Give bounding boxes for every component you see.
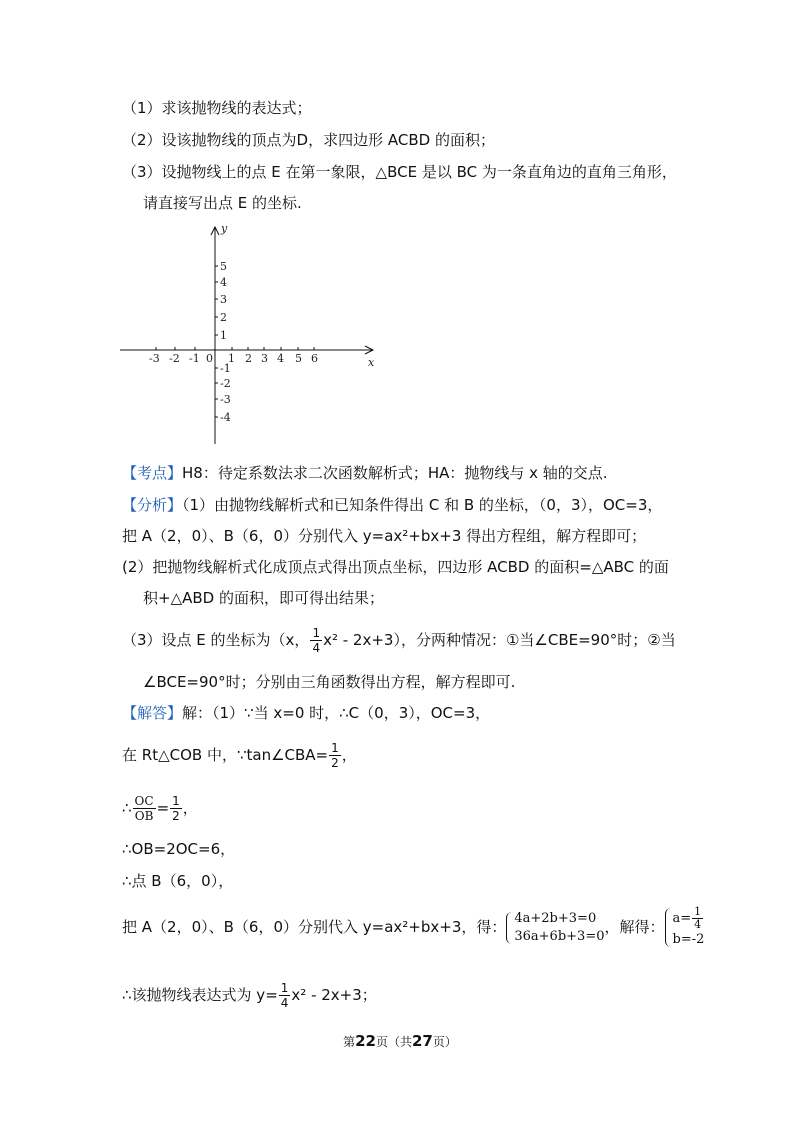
x-tick-label: -1	[189, 352, 200, 365]
equation-2: 36a+6b+3=0	[514, 928, 605, 944]
jieda-line2-b: ，	[341, 746, 357, 764]
jieda-line6-a: 把 A（2，0）、B（6，0）分别代入 y=ax²+bx+3，得：	[122, 918, 507, 936]
therefore-symbol: ∴	[122, 799, 132, 817]
x-tick-label: 3	[261, 352, 268, 365]
denominator: 4	[280, 996, 289, 1010]
x-tick-label: -2	[169, 352, 180, 365]
solution-system	[665, 906, 705, 949]
fenxi-text-1: （1）由抛物线解析式和已知条件得出 C 和 B 的坐标，（0，3），OC=3，	[182, 496, 663, 514]
kaodian-tag: 【考点】	[122, 464, 183, 482]
equals-sign: =	[156, 799, 170, 817]
fenxi-line3: (2）把抛物线解析式化成顶点式得出顶点坐标，四边形 ACBD 的面积=△ABC 的面	[122, 558, 669, 576]
fenxi-line6: ∠BCE=90°时；分别由三角函数得出方程，解方程即可.	[143, 673, 516, 691]
jieda-line7-a: ∴该抛物线表达式为 y=	[122, 986, 278, 1004]
jieda-line4: ∴OB=2OC=6，	[122, 840, 236, 858]
jieda-line1	[122, 703, 490, 723]
y-tick-label: -1	[220, 362, 231, 375]
kaodian-line	[122, 463, 608, 483]
denominator: OB	[134, 809, 154, 823]
solution-b: b=-2	[672, 932, 705, 947]
y-tick-label: -2	[220, 377, 231, 390]
fraction	[692, 906, 703, 931]
x-tick-label: 1	[228, 352, 235, 365]
footer-prefix: 第	[343, 1035, 356, 1049]
x-axis-label: x	[368, 356, 375, 369]
origin-label: 0	[206, 352, 213, 365]
y-tick-label: 4	[220, 276, 227, 289]
numerator: OC	[134, 794, 154, 808]
y-tick-label: -4	[220, 411, 231, 424]
page-footer	[0, 1032, 800, 1050]
question-3-line1: （3）设抛物线上的点 E 在第一象限，△BCE 是以 BC 为一条直角边的直角三角形，	[122, 163, 677, 181]
fenxi-tag: 【分析】	[122, 496, 183, 514]
solution-a-label: a=	[672, 911, 692, 926]
jieda-line3-b: ，	[182, 799, 198, 817]
y-tick-label: 2	[220, 311, 227, 324]
fenxi-line5	[122, 625, 676, 655]
numerator: 1	[280, 981, 289, 995]
fraction	[279, 981, 291, 1010]
x-tick-label: 2	[245, 352, 252, 365]
jieda-line7	[122, 980, 377, 1010]
footer-mid: 页（共	[375, 1035, 412, 1049]
jieda-line5: ∴点 B（6，0），	[122, 872, 234, 890]
x-tick-label: 4	[277, 352, 284, 365]
jieda-line6-b: ，解得：	[604, 918, 665, 936]
jieda-line3	[122, 793, 198, 823]
fenxi-line5-a: （3）设点 E 的坐标为（x，	[122, 631, 310, 649]
fenxi-line2: 把 A（2，0）、B（6，0）分别代入 y=ax²+bx+3 得出方程组，解方程即可；	[122, 527, 647, 545]
coordinate-graph	[115, 222, 385, 452]
denominator: 2	[172, 809, 180, 823]
y-axis-label: y	[221, 222, 228, 235]
fraction	[133, 794, 156, 823]
question-2: （2）设该抛物线的顶点为D，求四边形 ACBD 的面积；	[122, 131, 495, 149]
question-3-line2: 请直接写出点 E 的坐标.	[143, 194, 302, 212]
numerator: 1	[172, 794, 180, 808]
fenxi-line5-b: x² - 2x+3），分两种情况：①当∠CBE=90°时；②当	[323, 631, 676, 649]
fraction	[310, 626, 322, 655]
denominator: 4	[694, 918, 702, 931]
x-tick-label: 5	[295, 352, 302, 365]
equation-1: 4a+2b+3=0	[514, 910, 597, 926]
total-page-number: 27	[412, 1032, 433, 1050]
jieda-line2	[122, 740, 357, 770]
question-1: （1）求该抛物线的表达式；	[122, 99, 312, 117]
jieda-text-1: 解：（1）∵当 x=0 时，∴C（0，3），OC=3，	[182, 704, 491, 722]
y-tick-label: -3	[220, 393, 231, 406]
y-tick-label: 1	[220, 329, 227, 342]
current-page-number: 22	[355, 1032, 376, 1050]
equation-system	[506, 910, 604, 946]
fenxi-line1	[122, 495, 662, 515]
jieda-line6	[122, 905, 704, 949]
x-tick-label: -3	[149, 352, 160, 365]
x-tick-label: 6	[311, 352, 318, 365]
fenxi-line4: 积+△ABD 的面积，即可得出结果；	[143, 589, 384, 607]
fraction	[170, 794, 182, 823]
footer-suffix: 页）	[432, 1035, 457, 1049]
numerator: 1	[312, 626, 321, 640]
fraction	[329, 741, 341, 770]
numerator: 1	[694, 905, 702, 918]
denominator: 2	[331, 756, 339, 770]
jieda-tag: 【解答】	[122, 704, 183, 722]
kaodian-text: H8：待定系数法求二次函数解析式；HA：抛物线与 x 轴的交点.	[182, 464, 608, 482]
y-tick-label: 5	[220, 260, 227, 273]
y-tick-label: 3	[220, 293, 227, 306]
jieda-line2-a: 在 Rt△COB 中，∵tan∠CBA=	[122, 746, 329, 764]
numerator: 1	[331, 741, 339, 755]
solution-a	[673, 906, 705, 931]
jieda-line7-b: x² - 2x+3；	[291, 986, 377, 1004]
denominator: 4	[312, 641, 321, 655]
